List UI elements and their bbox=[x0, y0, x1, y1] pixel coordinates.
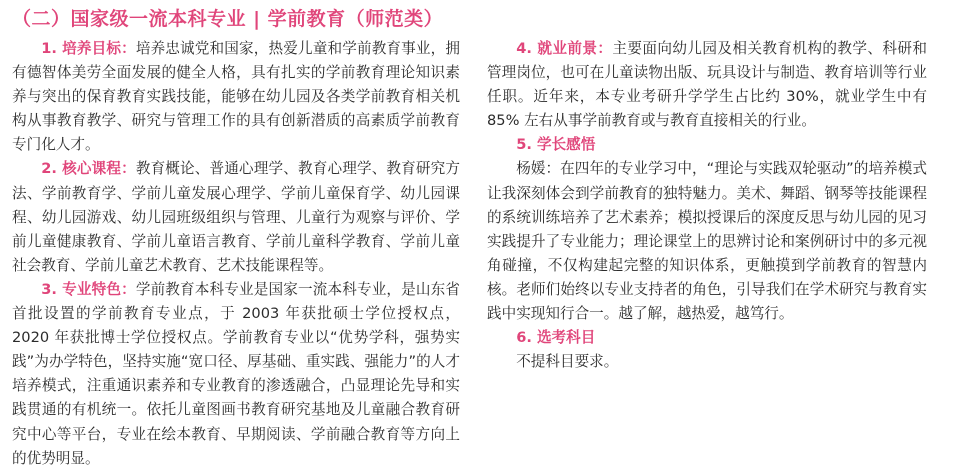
program-features-text: 学前教育本科专业是国家一流本科专业，是山东省首批设置的学前教育专业点，于 2003 年获批硕士学位授权点，2020 年获批博士学位授权点。学前教育专业以“优势学科，强势实践”为办学特色，坚持实施“宽口径、厚基础、重实践、强能力”的人才培养模式，注重通识素养和专业教育的渗透融合，凸显理论先导和实践贯通的有机统一。依托儿童图画书教育研究基地及儿童融合教育研究中心等平台，专业在绘本教育、早期阅读、学前融合教育等方向上的优势明显。 bbox=[12, 280, 460, 467]
core-courses-text: 教育概论、普通心理学、教育心理学、教育研究方法、学前教育学、学前儿童发展心理学、学前儿童保育学、幼儿园课程、幼儿园游戏、幼儿园班级组织与管理、儿童行为观察与评价、学前儿童健康教育、学前儿童语言教育、学前儿童科学教育、学前儿童社会教育、学前儿童艺术教育、艺术技能课程等。 bbox=[12, 160, 460, 274]
exam-subjects-heading: 6. 选考科目 bbox=[516, 329, 596, 347]
program-features-paragraph bbox=[12, 278, 460, 471]
training-goals-text: 培养忠诚党和国家，热爱儿童和学前教育事业，拥有德智体美劳全面发展的健全人格，具有扎实的学前教育理论知识素养与突出的保育教育实践技能，能够在幼儿园及各类学前教育相关机构从事教育教学、研究与管理工作的具有创新潜质的高素质学前教育专门化人才。 bbox=[12, 40, 460, 154]
program-features-heading: 3. 专业特色： bbox=[41, 280, 136, 298]
exam-subjects-text: 不提科目要求。 bbox=[516, 353, 619, 371]
senior-reflection-text: 杨媛：在四年的专业学习中，“理论与实践双轮驱动”的培养模式让我深刻体会到学前教育的独特魅力。美术、舞蹈、钢琴等技能课程的系统训练培养了艺术素养；模拟授课后的深度反思与幼儿园的见习实践提升了专业能力；理论课堂上的思辨讨论和案例研讨中的多元视角碰撞，不仅构建起完整的知识体系，更触摸到学前教育的智慧内核。老师们始终以专业支持者的角色，引导我们在学术研究与教育实践中实现知行合一。越了解，越热爱，越笃行。 bbox=[487, 160, 927, 323]
career-prospects-heading: 4. 就业前景： bbox=[516, 40, 613, 57]
section-title: （二）国家级一流本科专业 | 学前教育（师范类） bbox=[12, 8, 444, 30]
career-prospects-text: 主要面向幼儿园及相关教育机构的教学、科研和管理岗位，也可在儿童读物出版、玩具设计与制造、教育培训等行业任职。近年来，本专业考研升学学生占比约 30%，就业学生中有 85% 左右从事学前教育或与教育直接相关的行业。 bbox=[487, 40, 927, 130]
left-column bbox=[12, 37, 460, 473]
training-goals-heading: 1. 培养目标： bbox=[41, 40, 136, 57]
core-courses-paragraph bbox=[12, 157, 460, 277]
right-column bbox=[487, 37, 927, 374]
core-courses-heading: 2. 核心课程： bbox=[41, 160, 136, 178]
senior-reflection-heading: 5. 学长感悟 bbox=[516, 136, 596, 154]
training-goals-paragraph bbox=[12, 37, 460, 157]
career-prospects-paragraph bbox=[487, 37, 927, 133]
